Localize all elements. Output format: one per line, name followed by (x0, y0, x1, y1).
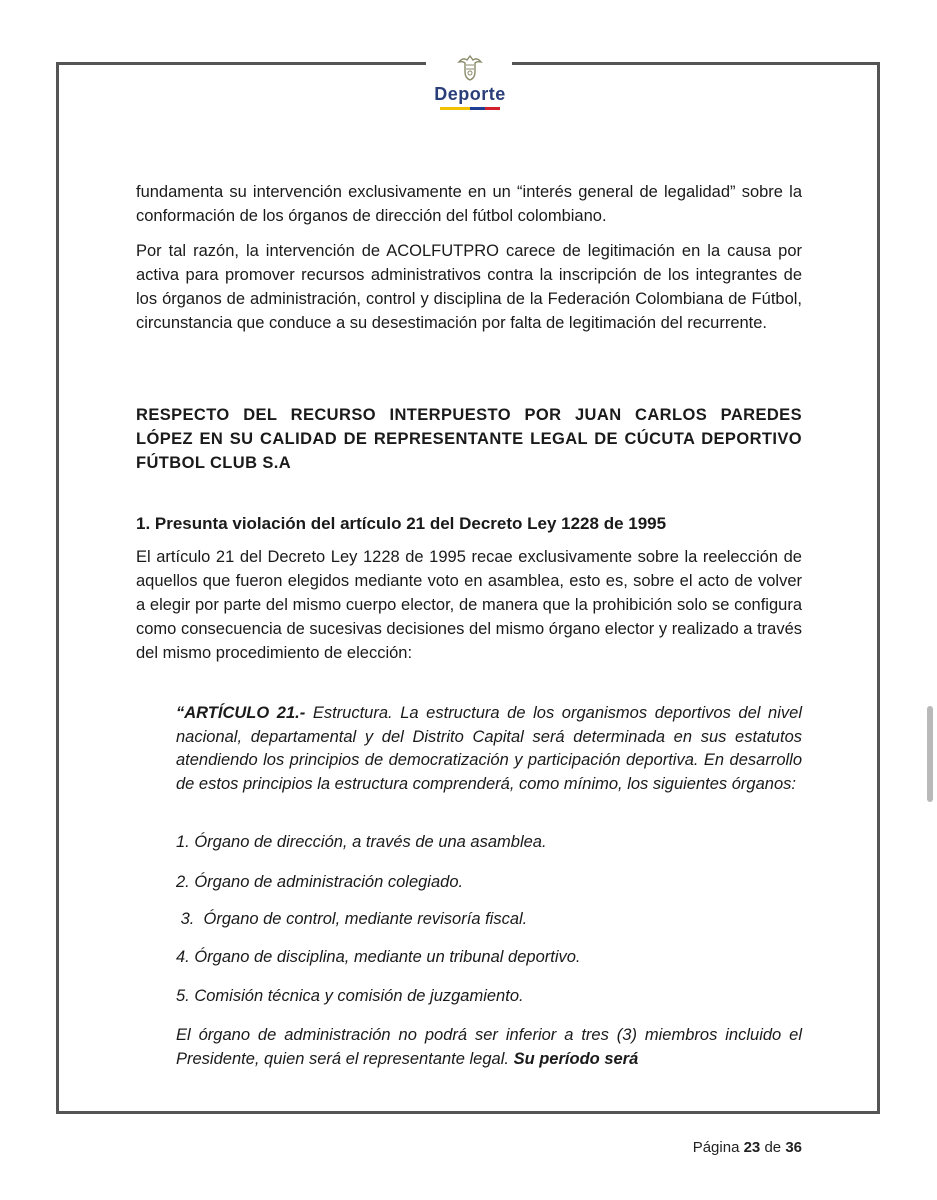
paragraph-3-text: El artículo 21 del Decreto Ley 1228 de 1995 recae exclusivamente sobre la reelección de aquellos que fueron elegidos mediante voto en asamblea, esto es, sobre el acto de volver a elegir por parte del mismo cuerpo elector, de manera que la prohibición solo se configura como consecuencia de sucesivas decisiones del mismo órgano elector y realizado a través del mismo procedimiento de elección: (136, 548, 802, 662)
paragraph-2-text: Por tal razón, la intervención de ACOLFUTPRO carece de legitimación en la causa por activa para promover recursos administrativos contra la inscripción de los integrantes de los órganos de administración, control y disciplina de la Federación Colombiana de Fútbol, circunstancia que conduce a su desestimación por falta de legitimación del recurrente. (136, 242, 802, 332)
deporte-logo (418, 52, 522, 124)
list-item: 1. Órgano de dirección, a través de una asamblea. (176, 833, 547, 851)
flag-stripe (440, 107, 500, 110)
page-current: 23 (743, 1139, 761, 1156)
article-title: “ARTÍCULO 21.- (176, 704, 306, 722)
subheading-text: 1. Presunta violación del artículo 21 del Decreto Ley 1228 de 1995 (136, 514, 667, 533)
page-label: Página (692, 1139, 740, 1156)
frame-top-right-line (512, 62, 880, 65)
article-text: Estructura. La estructura de los organismos deportivos del nivel nacional, departamental y del Distrito Capital será determinada en sus estatutos atendiendo los principios de democratización y participación deportiva. En desarrollo de estos principios la estructura comprenderá, como mínimo, los siguientes órganos: (176, 704, 802, 793)
scrollbar-thumb[interactable] (927, 706, 933, 802)
page-of: de (764, 1139, 782, 1156)
section-heading-text: RESPECTO DEL RECURSO INTERPUESTO POR JUAN CARLOS PAREDES LÓPEZ EN SU CALIDAD DE REPRESENTANTE LEGAL DE CÚCUTA DEPORTIVO FÚTBOL CLUB S.A (136, 406, 802, 472)
page-number (693, 1139, 802, 1156)
paragraph-2 (136, 239, 802, 335)
list-item: 5. Comisión técnica y comisión de juzgamiento. (176, 987, 524, 1005)
flag-red (485, 107, 500, 110)
paragraph-3 (136, 545, 802, 665)
flag-blue (470, 107, 485, 110)
list-item: 2. Órgano de administración colegiado. (176, 873, 464, 891)
logo-text: Deporte (434, 84, 506, 104)
paragraph-1-text: fundamenta su intervención exclusivamente en un “interés general de legalidad” sobre la conformación de los órganos de dirección del fútbol colombiano. (136, 183, 802, 225)
article-quote (176, 702, 802, 796)
coat-of-arms-icon (455, 52, 485, 82)
list-item: 4. Órgano de disciplina, mediante un tribunal deportivo. (176, 948, 581, 966)
frame-bottom-line (56, 1111, 880, 1114)
page-total: 36 (785, 1139, 802, 1156)
flag-yellow (440, 107, 470, 110)
list-item: 3. Órgano de control, mediante revisoría fiscal. (176, 910, 528, 928)
closing-text: El órgano de administración no podrá ser inferior a tres (3) miembros incluido el Presidente, quien será el representante legal. (176, 1026, 802, 1068)
frame-top-left-line (56, 62, 426, 65)
closing-bold-text: Su período será (513, 1049, 639, 1068)
subheading (136, 512, 802, 536)
section-heading (136, 403, 802, 475)
closing-quote (176, 1024, 802, 1071)
paragraph-1 (136, 180, 802, 228)
